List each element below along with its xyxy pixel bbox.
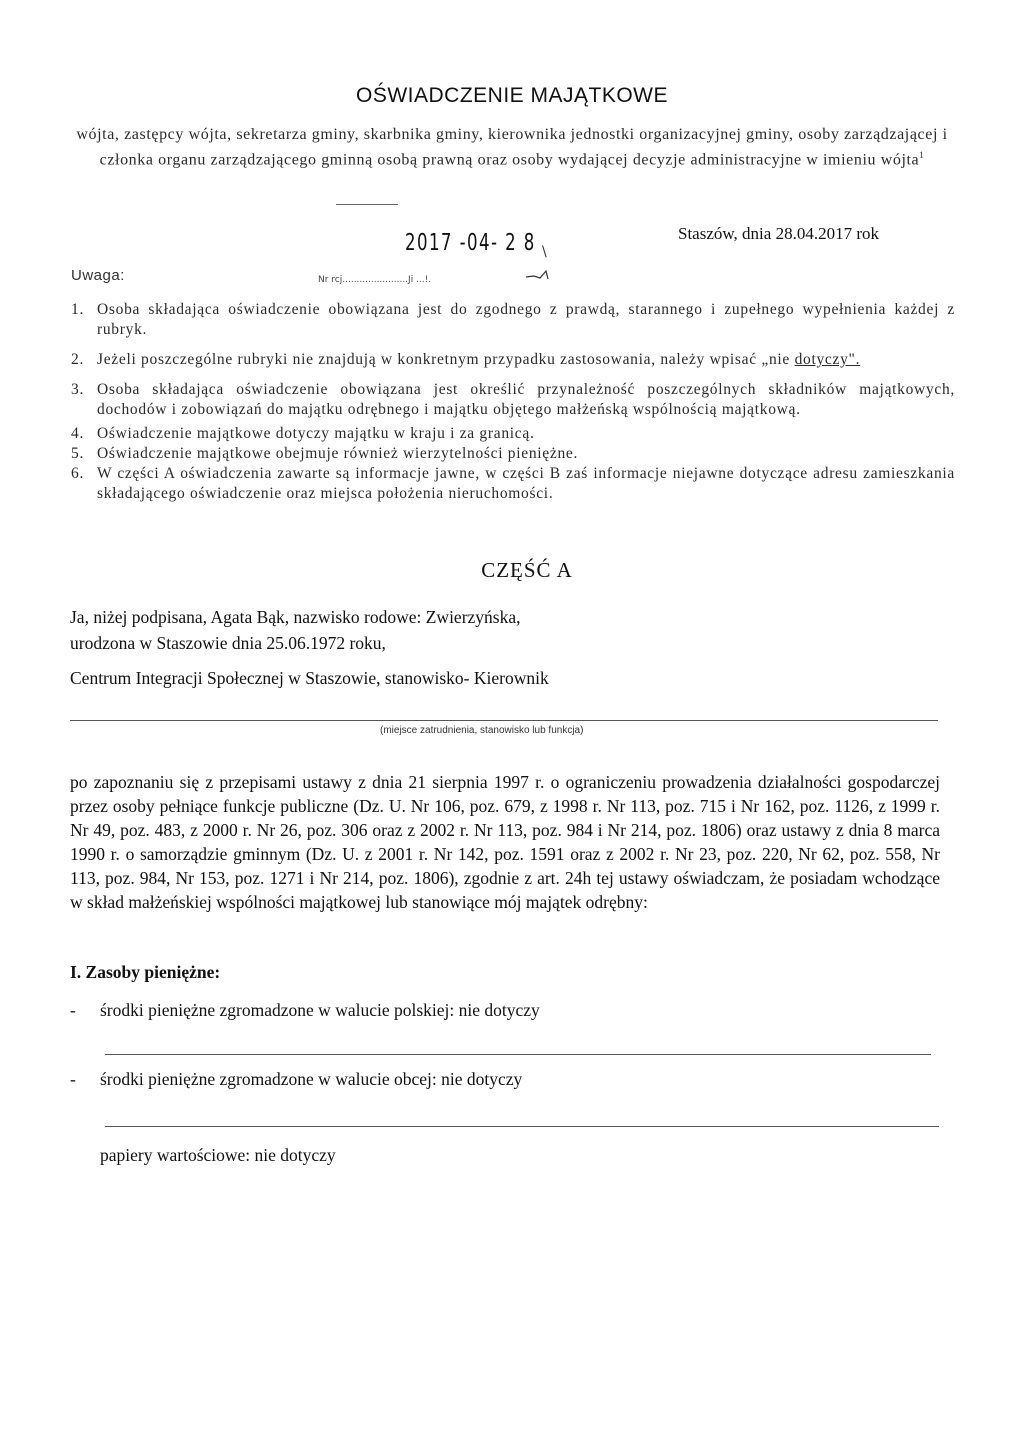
subtitle-divider <box>336 204 398 205</box>
note-number: 3. <box>71 381 85 398</box>
asset-item-text: środki pieniężne zgromadzone w walucie obcej: nie dotyczy <box>100 1069 523 1089</box>
note-text <box>97 350 955 370</box>
document-title: OŚWIADCZENIE MAJĄTKOWE <box>355 84 668 107</box>
asset-item-pln <box>70 1000 540 1021</box>
note-number: 6. <box>71 465 85 482</box>
section-1-heading: I. Zasoby pieniężne: <box>70 962 221 982</box>
note-text-main: Jeżeli poszczególne rubryki nie znajdują w konkretnym przypadku zastosowania, należy wpisać „nie <box>97 351 795 368</box>
note-item <box>71 300 955 340</box>
asset-item-text: papiery wartościowe: nie dotyczy <box>100 1145 336 1165</box>
item-dash: - <box>70 1069 76 1089</box>
note-number: 2. <box>71 351 85 368</box>
notes-label: Uwaga: <box>71 267 125 284</box>
footnote-mark: 1 <box>919 150 925 160</box>
receipt-stamp-date: 2017 -04- 2 8 <box>405 230 536 256</box>
note-text: Osoba składająca oświadczenie obowiązana jest do zgodnego z prawdą, starannego i zupełnego wypełnienia każdej z rubryk. <box>97 301 955 338</box>
note-text: Oświadczenie majątkowe dotyczy majątku w kraju i za granicą. <box>97 425 535 442</box>
declarant-line-1: Ja, niżej podpisana, Agata Bąk, nazwisko rodowe: Zwierzyńska, <box>70 607 521 627</box>
note-item <box>71 424 955 444</box>
stamp-mark: \ <box>542 244 547 260</box>
employment-caption: (miejsce zatrudnienia, stanowisko lub funkcja) <box>380 725 584 736</box>
stamp-scribble-icon <box>524 265 554 285</box>
document-subtitle <box>70 124 954 170</box>
answer-line <box>105 1126 939 1127</box>
stamp-registration-number: Nr rcj.......................Ji ...!. <box>318 275 432 285</box>
place-and-date: Staszów, dnia 28.04.2017 rok <box>678 224 879 243</box>
answer-line <box>105 1054 931 1055</box>
note-item <box>71 464 955 504</box>
asset-item-foreign <box>70 1069 522 1090</box>
note-number: 4. <box>71 425 85 442</box>
legal-basis-paragraph: po zapoznaniu się z przepisami ustawy z dnia 21 sierpnia 1997 r. o ograniczeniu prowadzenia działalności gospodarczej przez osoby pełniące funkcje publiczne (Dz. U. Nr 106, poz. 679, z 1998 r. Nr 113, poz. 715 i Nr 162, poz. 1126, z 1999 r. Nr 49, poz. 483, z 2000 r. Nr 26, poz. 306 oraz z 2002 r. Nr 113, poz. 984 i Nr 214, poz. 1806) oraz ustawy z dnia 8 marca 1990 r. o samorządzie gminnym (Dz. U. z 2001 r. Nr 142, poz. 1591 oraz z 2002 r. Nr 23, poz. 220, Nr 62, poz. 558, Nr 113, poz. 984, Nr 153, poz. 1271 i Nr 214, poz. 1806), zgodnie z art. 24h tej ustawy oświadczam, że posiadam wchodzące w skład małżeńskiej wspólności majątkowej lub stanowiące mój majątek odrębny: <box>70 772 940 912</box>
note-item <box>71 444 955 464</box>
note-text: Osoba składająca oświadczenie obowiązana jest określić przynależność poszczególnych składników majątkowych, dochodów i zobowiązań do majątku odrębnego i majątku objętego małżeńską wspólnością majątkową. <box>97 381 955 418</box>
note-text: Oświadczenie majątkowe obejmuje również wierzytelności pieniężne. <box>97 445 579 462</box>
subtitle-text: wójta, zastępcy wójta, sekretarza gminy, skarbnika gminy, kierownika jednostki organizacyjnej gminy, osoby zarządzającej i członka organu zarządzającego gminną osobą prawną oraz osoby wydającej decyzje administracyjne w imieniu wójta <box>76 126 948 169</box>
note-number: 5. <box>71 445 85 462</box>
employment-underline <box>70 720 938 721</box>
asset-item-text: środki pieniężne zgromadzone w walucie polskiej: nie dotyczy <box>100 1000 540 1020</box>
employment-text: Centrum Integracji Społecznej w Staszowie, stanowisko- Kierownik <box>70 668 549 688</box>
notes-list <box>71 300 955 504</box>
part-a-heading: CZĘŚĆ A <box>481 558 573 582</box>
note-text-underlined: dotyczy". <box>794 351 861 368</box>
note-item <box>71 350 955 370</box>
declarant-line-2: urodzona w Staszowie dnia 25.06.1972 roku, <box>70 633 386 653</box>
note-text: W części A oświadczenia zawarte są informacje jawne, w części B zaś informacje niejawne dotyczące adresu zamieszkania składającego oświadczenie oraz miejsca położenia nieruchomości. <box>97 465 955 502</box>
note-number: 1. <box>71 301 85 318</box>
item-dash: - <box>70 1000 76 1020</box>
note-item <box>71 380 955 420</box>
asset-item-securities <box>70 1145 336 1166</box>
